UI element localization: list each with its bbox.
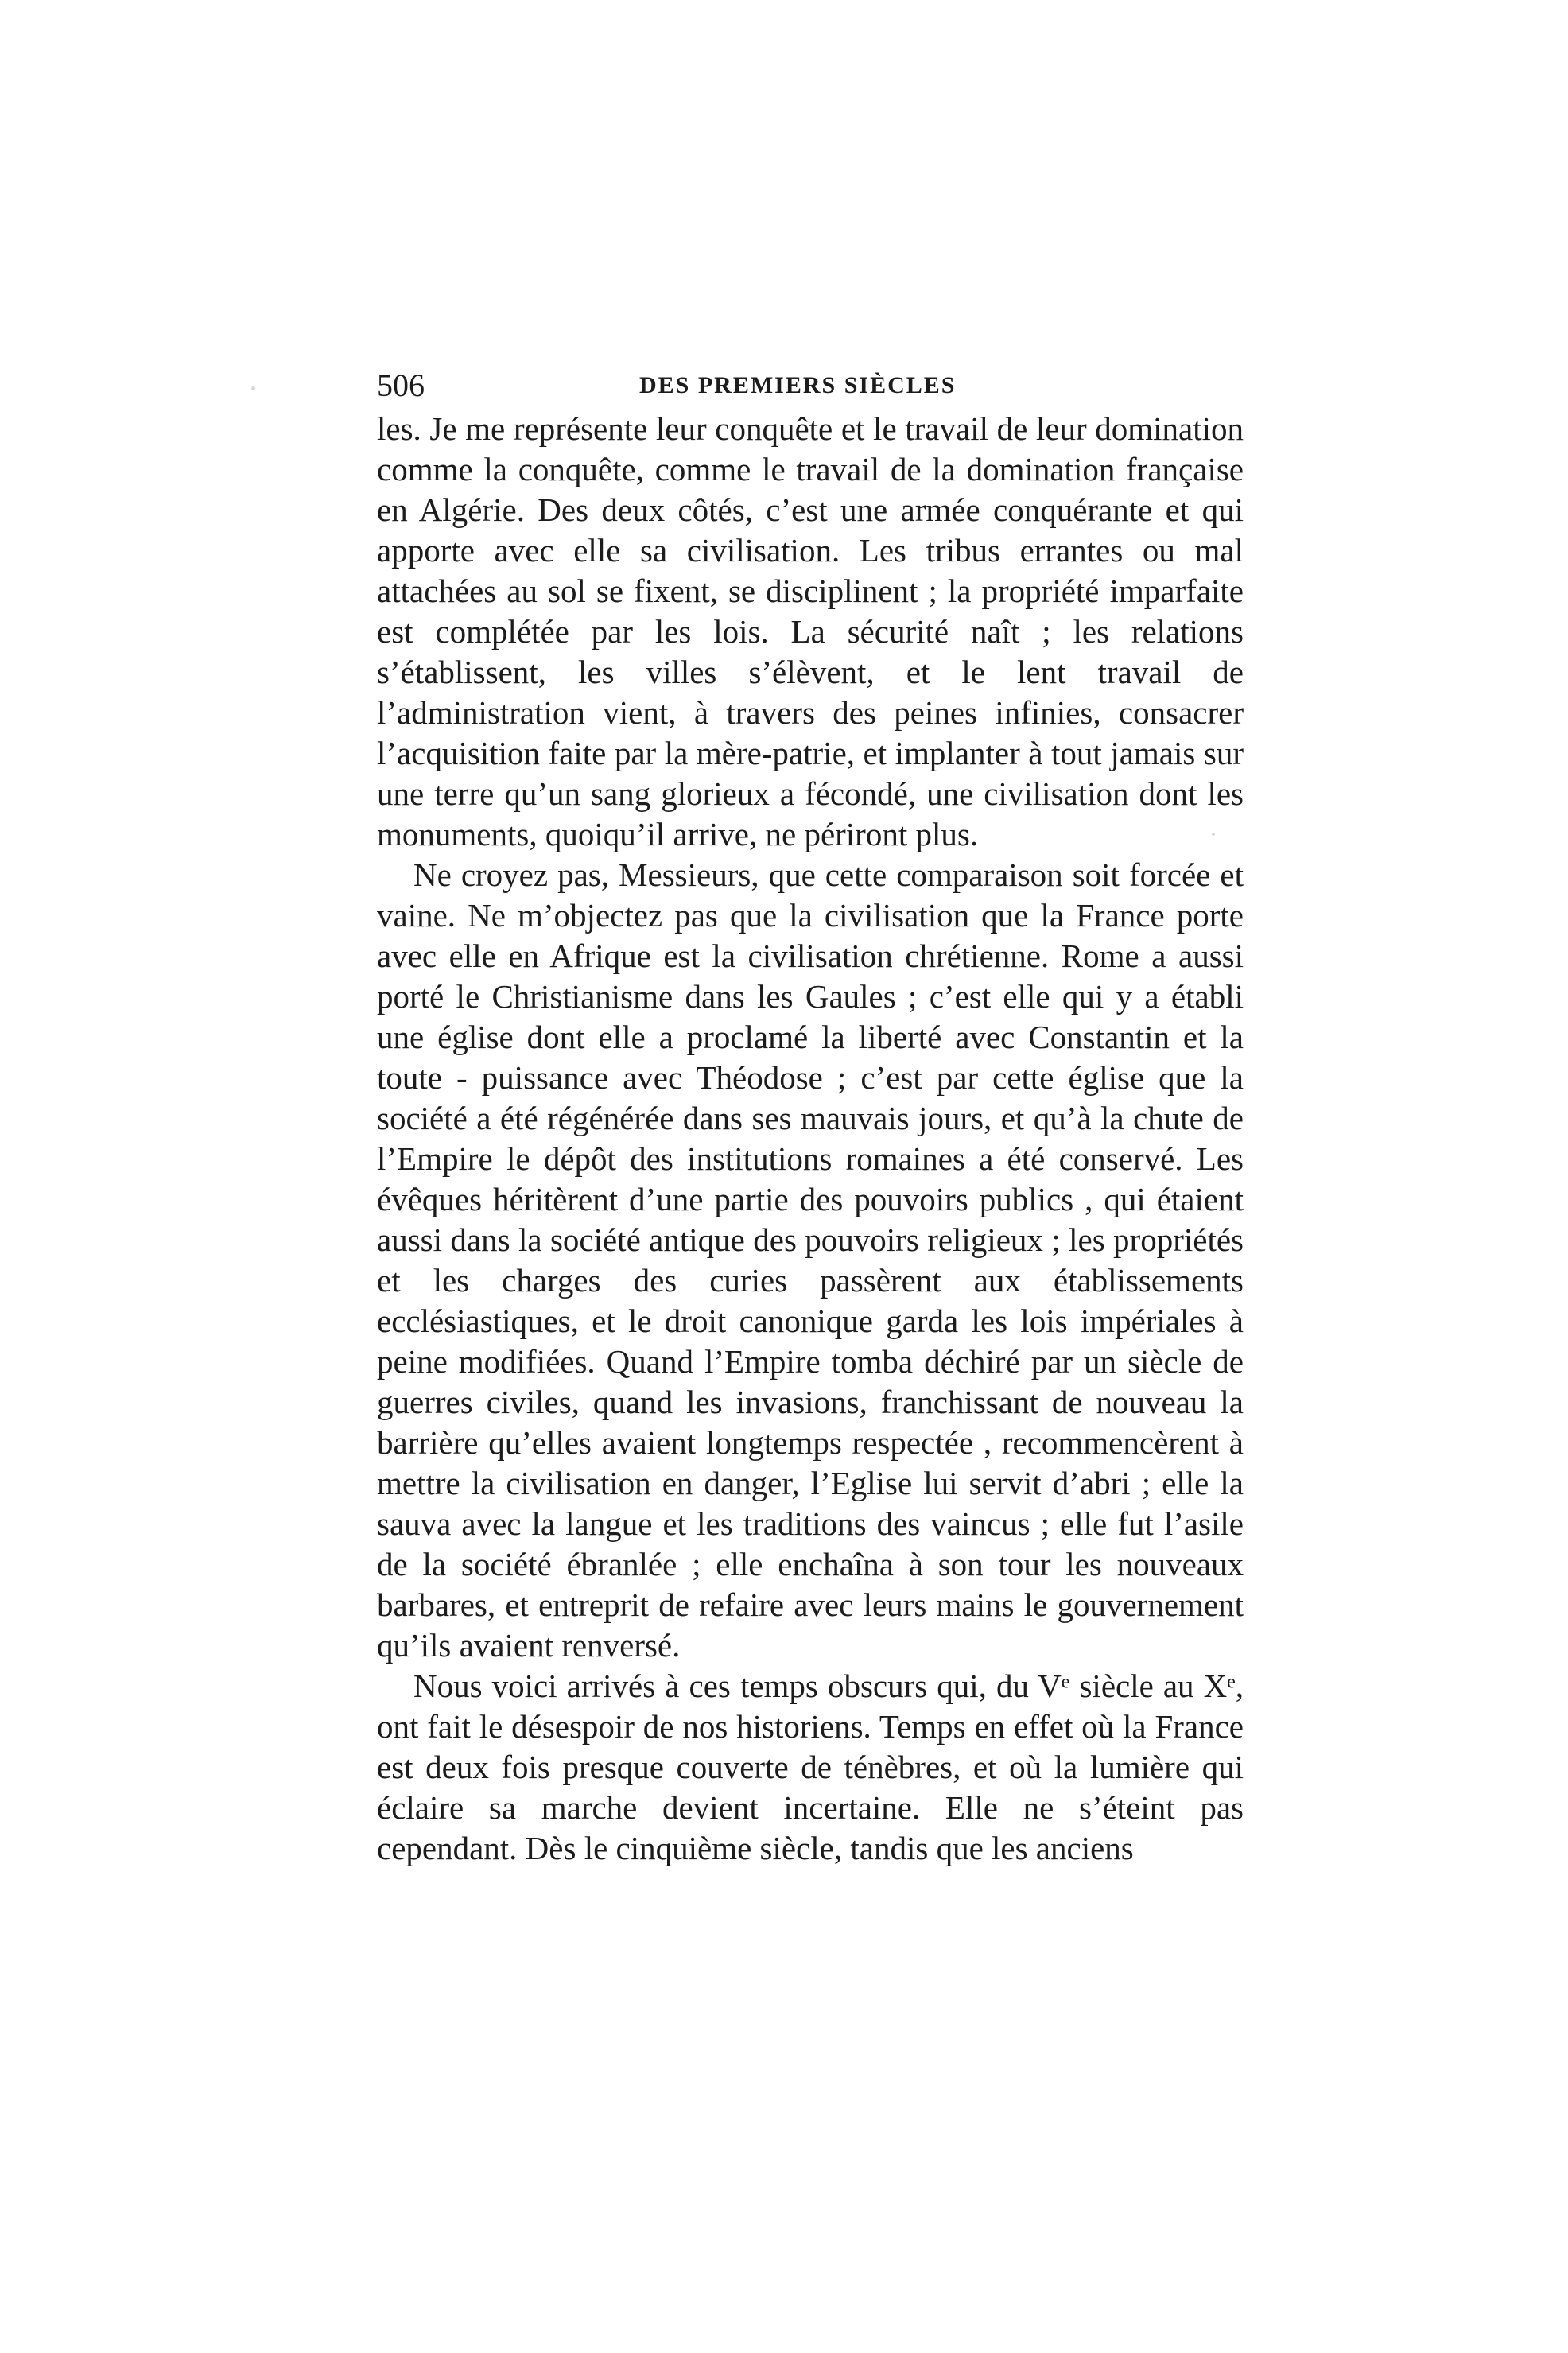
ink-speck [251,386,255,390]
paragraph: Ne croyez pas, Messieurs, que cette comparaison soit forcée et vaine. Ne m’objectez pas que la civilisation que la France porte avec elle en Afrique est la civilisation chrétienne. Rome a aussi porté le Christianisme dans les Gaules ; c’est elle qui y a établi une église dont elle a proclamé la liberté avec Constantin et la toute - puissance avec Théodose ; c’est par cette église que la société a été régénérée dans ses mauvais jours, et qu’à la chute de l’Empire le dépôt des institutions romaines a été conservé. Les évêques héritèrent d’une partie des pouvoirs publics , qui étaient aussi dans la société antique des pouvoirs religieux ; les propriétés et les charges des curies passèrent aux établissements ecclésiastiques, et le droit canonique garda les lois impériales à peine modifiées. Quand l’Empire tomba déchiré par un siècle de guerres civiles, quand les invasions, franchissant de nouveau la barrière qu’elles avaient longtemps respectée , recommencèrent à mettre la civilisation en danger, l’Eglise lui servit d’abri ; elle la sauva avec la langue et les traditions des vaincus ; elle fut l’asile de la société ébranlée ; elle enchaîna à son tour les nouveaux barbares, et entreprit de refaire avec leurs mains le gouvernement qu’ils avaient renversé. [377,856,1244,1664]
running-head: DES PREMIERS SIÈCLES [639,372,957,398]
page-header [377,362,1244,410]
page-number: 506 [377,367,425,403]
paragraph: Nous voici arrivés à ces temps obscurs qui, du Vᵉ siècle au Xᵉ, ont fait le désespoir de nos historiens. Temps en effet où la France est deux fois presque couverte de ténèbres, et où la lumière qui éclaire sa marche devient incertaine. Elle ne s’éteint pas cependant. Dès le cinquième siècle, tandis que les anciens [377,1668,1244,1866]
body-text [377,409,1244,1869]
paragraph: les. Je me représente leur conquête et le travail de leur domination comme la conquête, comme le travail de la domination française en Algérie. Des deux côtés, c’est une armée conquérante et qui apporte avec elle sa civilisation. Les tribus errantes ou mal attachées au sol se fixent, se disciplinent ; la propriété imparfaite est complétée par les lois. La sécurité naît ; les relations s’établissent, les villes s’élèvent, et le lent travail de l’administration vient, à travers des peines infinies, consacrer l’acquisition faite par la mère-patrie, et implanter à tout jamais sur une terre qu’un sang glorieux a fécondé, une civilisation dont les monuments, quoiqu’il arrive, ne périront plus. [377,410,1244,852]
